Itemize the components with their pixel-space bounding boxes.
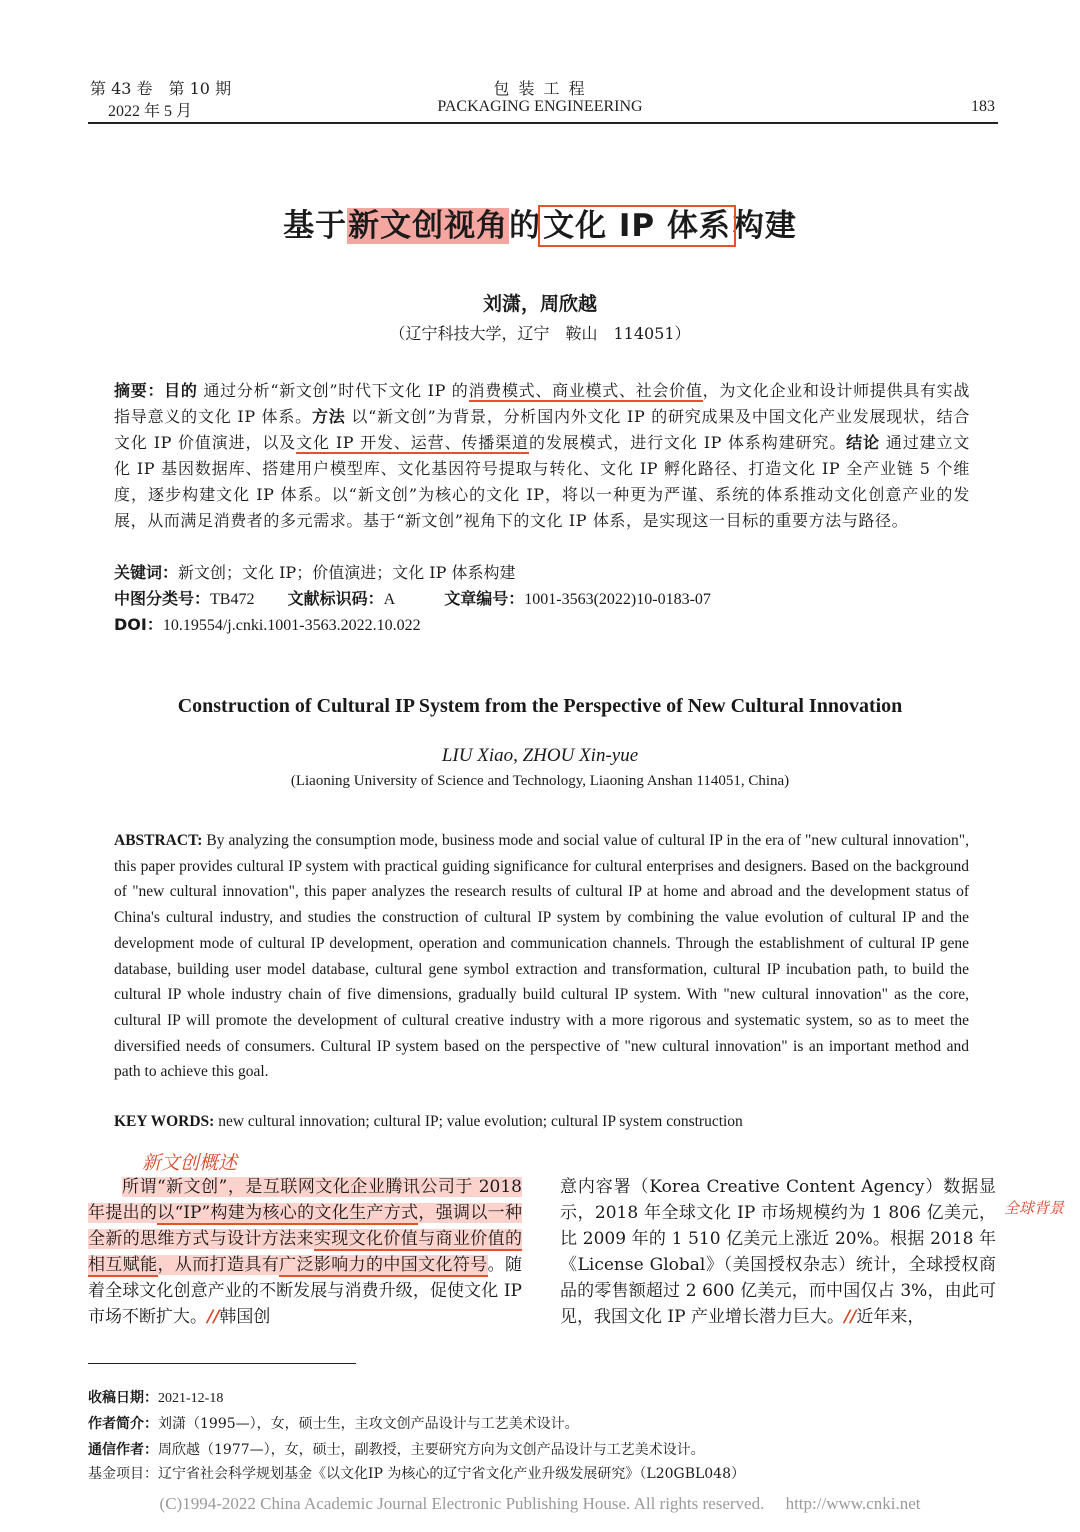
footnote-rule bbox=[88, 1363, 356, 1364]
footnote-received: 收稿日期：2021-12-18 bbox=[88, 1390, 224, 1406]
english-keywords: KEY WORDS: new cultural innovation; cultural IP; value evolution; cultural IP system construction bbox=[114, 1113, 743, 1130]
keywords-cn: 关键词：新文创；文化 IP；价值演进；文化 IP 体系构建 bbox=[114, 563, 516, 582]
footnote-author: 作者简介：刘潇（1995—），女，硕士生，主攻文创产品设计与工艺美术设计。 bbox=[88, 1416, 579, 1432]
journal-name-en: PACKAGING ENGINEERING bbox=[437, 98, 643, 115]
abstract-cn: 摘要：目的 通过分析“新文创”时代下文化 IP 的消费模式、商业模式、社会价值，为文化企业和设计师提供具有实战指导意义的文化 IP 体系。方法 以“新文创”为背景，分析国内外文化 IP 的研究成果及中国文化产业发展现状，结合文化 IP 价值演进，以及文化 IP 开发、运营、传播渠道的发展模式，进行文化 IP 体系构建研究。结论 通过建立文化 IP 基因数据库、搭建用户模型库、文化基因符号提取与转化、文化 IP 孵化路径、打造文化 IP 全产业链 5 个维度，逐步构建文化 IP 体系。以“新文创”为核心的文化 IP，将以一种更为严谨、系统的体系推动文化创意产业的发展，从而满足消费者的多元需求。基于“新文创”视角下的文化 IP 体系，是实现这一目标的重要方法与路径。 bbox=[114, 381, 971, 530]
english-title: Construction of Cultural IP System from the Perspective of New Cultural Innovation bbox=[177, 695, 903, 717]
classification-line: 中图分类号：TB472 文献标识码：A 文章编号：1001-3563(2022)10-0183-07 bbox=[114, 589, 711, 608]
issue-date: 2022 年 5 月 bbox=[108, 103, 193, 120]
affiliation-cn: （辽宁科技大学，辽宁 鞍山 114051） bbox=[389, 324, 691, 343]
english-abstract: ABSTRACT: By analyzing the consumption mode, business mode and social value of cultural IP in the era of "new cultural innovation", this paper provides cultural IP system with practical guiding significance for cultural enterprises and designers. Based on the background of "new cultural innovation", this paper analyzes the research results of cultural IP at home and abroad and the development status of China's cultural industry, and studies the construction of cultural IP system by combining the value evolution of cultural IP and the development mode of cultural IP development, operation and communication channels. Through the establishment of cultural IP gene database, building user model database, cultural gene symbol extraction and transformation, cultural IP incubation path, to build the cultural IP whole industry chain of five dimensions, gradually build cultural IP system. With "new cultural innovation" as the core, cultural IP will promote the development of cultural creative industry with a more rigorous and systematic system, so as to meet the diversified needs of consumers. Cultural IP system based on the perspective of "new cultural innovation" is an important method and path to achieve this goal. bbox=[114, 832, 970, 1081]
title-highlight: 新文创视角 bbox=[348, 208, 509, 244]
body-column-left: 所谓“新文创”，是互联网文化企业腾讯公司于 2018 年提出的以“IP”构建为核心的文化生产方式，强调以一种全新的思维方式与设计方法来实现文化价值与商业价值的相互赋能，从而打造具有广泛影响力的中国文化符号。随着全球文化创意产业的不断发展与消费升级，促使文化 IP 市场不断扩大。//韩国创 bbox=[88, 1177, 522, 1327]
doi-line: DOI：10.19554/j.cnki.1001-3563.2022.10.022 bbox=[114, 615, 421, 634]
break-mark: // bbox=[843, 1307, 857, 1327]
header-rule bbox=[88, 122, 998, 124]
annotated-underline: 广泛影响力的中国文化符号 bbox=[279, 1255, 488, 1275]
page-title: 基于新文创视角的文化 IP 体系构建 bbox=[283, 208, 797, 244]
handwritten-note: 新文创概述 bbox=[142, 1152, 238, 1174]
english-authors: LIU Xiao, ZHOU Xin-yue bbox=[441, 745, 639, 766]
footnote-fund: 基金项目：辽宁省社会科学规划基金《以文化IP 为核心的辽宁省文化产业升级发展研究》（L20GBL048） bbox=[88, 1466, 745, 1482]
english-affiliation: (Liaoning University of Science and Technology, Liaoning Anshan 114051, China) bbox=[290, 773, 790, 789]
annotated-underline: 以“IP”构建为核心的文化生产方式 bbox=[157, 1203, 419, 1223]
body-column-right: 意内容署（Korea Creative Content Agency）数据显示，2018 年全球文化 IP 市场规模约为 1 806 亿美元，比 2009 年的 1 510 亿美元上涨近 20%。根据 2018 年《License Global》（美国授权杂志）统计，全球授权商品的零售额超过 2 600 亿美元，而中国仅占 3%，由此可见，我国文化 IP 产业增长潜力巨大。//近年来， bbox=[560, 1177, 996, 1327]
page-number: 183 bbox=[971, 98, 995, 115]
abstract-label: 摘要： bbox=[114, 381, 165, 400]
footnote-correspondence: 通信作者：周欣越（1977—），女，硕士，副教授，主要研究方向为文创产品设计与工艺美术设计。 bbox=[88, 1442, 705, 1458]
annotated-underline: 文化 IP 开发、运营、传播渠道 bbox=[296, 433, 529, 452]
title-boxed: 文化 IP 体系 bbox=[543, 208, 731, 244]
handwritten-note: 全球背景 bbox=[1004, 1199, 1065, 1217]
doi-link[interactable]: 10.19554/j.cnki.1001-3563.2022.10.022 bbox=[162, 617, 421, 634]
journal-name-cn: 包 装 工 程 bbox=[493, 79, 587, 98]
volume-issue: 第 43 卷 第 10 期 bbox=[90, 79, 232, 98]
annotated-underline: 消费模式、商业模式、社会价值 bbox=[468, 381, 703, 400]
copyright-watermark: (C)1994-2022 China Academic Journal Electronic Publishing House. All rights reserved. http://www.cnki.net bbox=[159, 1494, 921, 1513]
annotated-underline: 实现文化价值与商业价值的相互赋能 bbox=[88, 1229, 522, 1275]
break-mark: // bbox=[207, 1307, 220, 1327]
authors-cn: 刘潇，周欣越 bbox=[482, 293, 597, 315]
